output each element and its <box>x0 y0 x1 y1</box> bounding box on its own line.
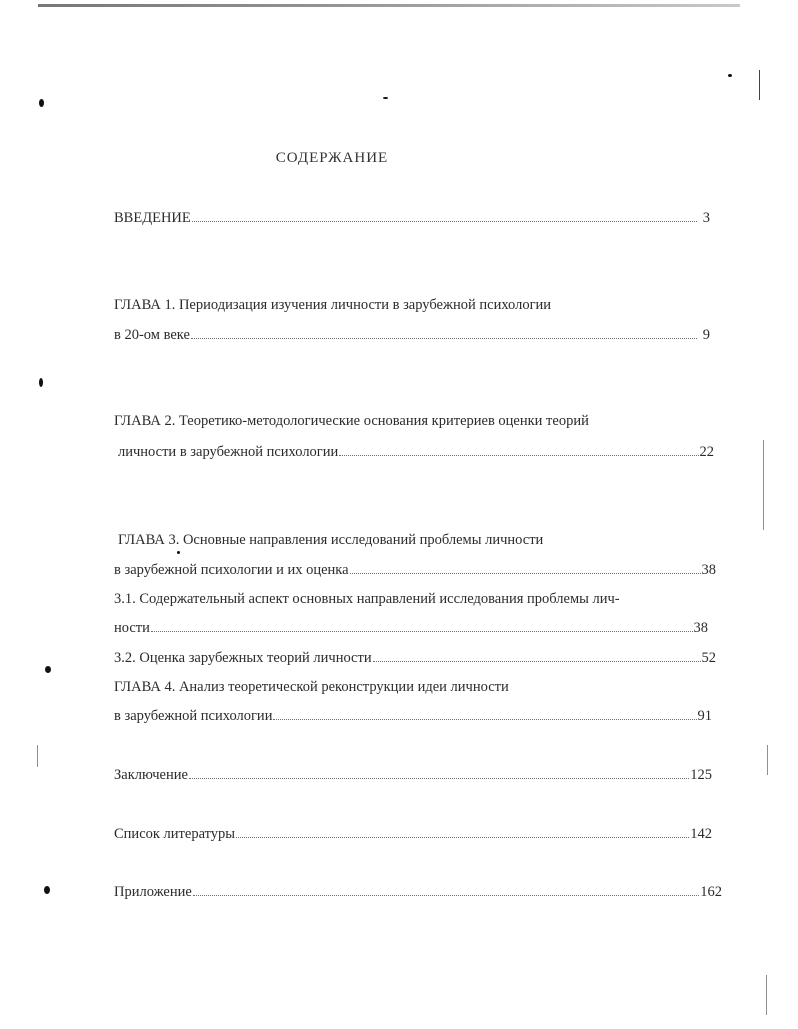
toc-chapter-heading: ГЛАВА 1. Периодизация изучения личности в зарубежной психологии <box>114 297 552 313</box>
scan-speck <box>45 666 51 673</box>
dot-leader <box>191 327 697 339</box>
toc-entry-bibliography <box>114 826 712 843</box>
toc-section-heading: 3.1. Содержательный аспект основных направлений исследования проблемы лич- <box>114 591 620 607</box>
toc-entry-introduction <box>114 210 710 227</box>
toc-entry-page: 22 <box>699 444 714 460</box>
dot-leader <box>193 884 699 896</box>
toc-entry-conclusion <box>114 767 712 784</box>
scan-speck <box>383 97 388 99</box>
toc-entry-page: 125 <box>690 767 712 783</box>
dot-leader <box>350 562 701 574</box>
toc-entry-appendix <box>114 884 722 901</box>
scan-speck <box>728 74 732 77</box>
scan-top-edge <box>38 4 740 7</box>
page-title: СОДЕРЖАНИЕ <box>275 150 389 166</box>
toc-entry-section-3-2 <box>114 650 716 667</box>
dot-leader <box>189 767 689 779</box>
dot-leader <box>151 620 693 632</box>
toc-entry-label: в зарубежной психологии <box>114 708 273 724</box>
dot-leader <box>339 444 698 456</box>
dot-leader <box>273 708 696 720</box>
margin-mark <box>37 745 38 767</box>
toc-entry-chapter-1 <box>114 327 710 344</box>
toc-entry-page: 38 <box>701 562 716 578</box>
scan-speck <box>39 378 43 387</box>
scan-speck <box>177 551 180 554</box>
toc-entry-label: ВВЕДЕНИЕ <box>114 210 191 226</box>
toc-entry-label: в 20-ом веке <box>114 327 190 343</box>
toc-entry-label: в зарубежной психологии и их оценка <box>114 562 349 578</box>
toc-entry-label: 3.2. Оценка зарубежных теорий личности <box>114 650 372 666</box>
toc-entry-label: Список литературы <box>114 826 236 842</box>
toc-entry-label: ности <box>114 620 150 636</box>
toc-entry-chapter-4 <box>114 708 712 725</box>
dot-leader <box>236 826 689 838</box>
margin-mark <box>766 975 767 1015</box>
toc-entry-page: 9 <box>702 327 710 343</box>
dot-leader <box>373 650 701 662</box>
scan-speck <box>39 99 44 107</box>
toc-entry-page: 3 <box>702 210 710 226</box>
toc-entry-label: Приложение <box>114 884 192 900</box>
toc-entry-label: Заключение <box>114 767 188 783</box>
toc-entry-page: 142 <box>690 826 712 842</box>
toc-entry-section-3-1 <box>114 620 708 637</box>
toc-entry-page: 162 <box>700 884 722 900</box>
margin-mark <box>763 440 764 530</box>
margin-mark <box>759 70 760 100</box>
toc-chapter-heading: ГЛАВА 2. Теоретико-методологические основания критериев оценки теорий <box>114 413 589 429</box>
toc-chapter-heading: ГЛАВА 3. Основные направления исследований проблемы личности <box>118 532 544 548</box>
toc-entry-label: личности в зарубежной психологии <box>118 444 339 460</box>
toc-entry-page: 91 <box>697 708 712 724</box>
scan-speck <box>44 886 50 894</box>
dot-leader <box>192 210 697 222</box>
toc-entry-chapter-2 <box>118 444 714 461</box>
toc-entry-chapter-3 <box>114 562 716 579</box>
margin-mark <box>767 745 768 775</box>
toc-chapter-heading: ГЛАВА 4. Анализ теоретической реконструкции идеи личности <box>114 679 509 695</box>
toc-entry-page: 38 <box>693 620 708 636</box>
toc-entry-page: 52 <box>701 650 716 666</box>
